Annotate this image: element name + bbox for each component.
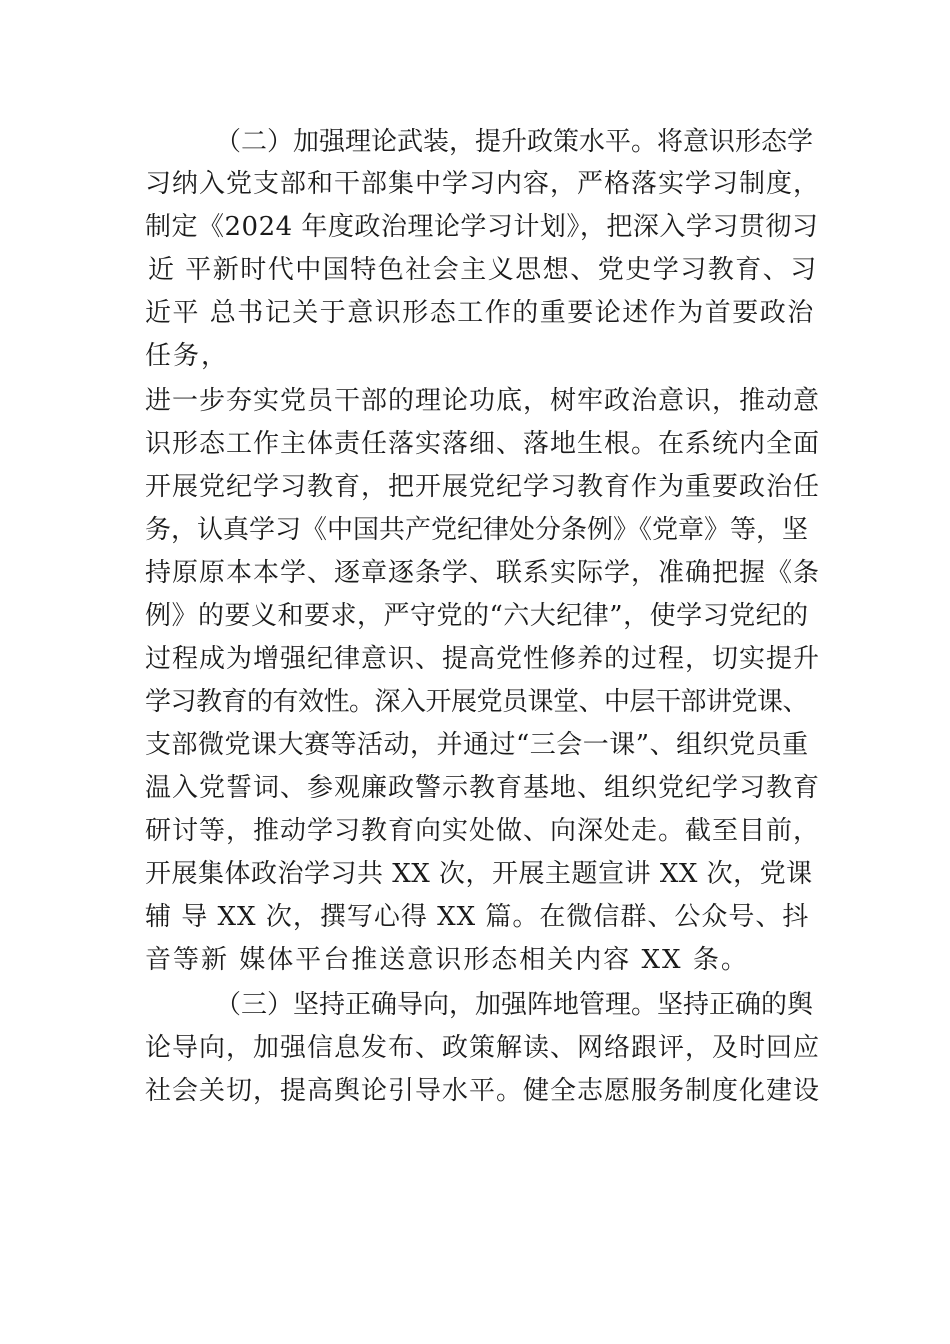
text-line: 制定《2024 年度政治理论学习计划》，把深入学习贯彻习 <box>145 212 819 242</box>
text-line: 开展党纪学习教育，把开展党纪学习教育作为重要政治任 <box>145 472 821 502</box>
text-line: 识形态工作主体责任落实落细、落地生根。在系统内全面 <box>145 429 821 459</box>
text-line: 进一步夯实党员干部的理论功底，树牢政治意识，推动意 <box>145 386 821 416</box>
text-line: 研讨等，推动学习教育向实处做、向深处走。截至目前， <box>145 816 821 846</box>
text-line: 论导向，加强信息发布、政策解读、网络跟评，及时回应 <box>145 1033 821 1063</box>
text-line: 温入党誓词、参观廉政警示教育基地、组织党纪学习教育 <box>145 773 821 803</box>
text-line: 音等新 媒体平台推送意识形态相关内容 XX 条。 <box>145 945 749 975</box>
text-line: （三）坚持正确导向，加强阵地管理。坚持正确的舆 <box>215 990 814 1020</box>
text-line: 例》的要义和要求，严守党的“六大纪律”，使学习党纪的 <box>145 601 809 631</box>
text-line: 学习教育的有效性。深入开展党员课堂、中层干部讲党课、 <box>145 687 809 717</box>
text-line: （二）加强理论武装，提升政策水平。将意识形态学 <box>215 127 814 157</box>
text-line: 辅 导 XX 次，撰写心得 XX 篇。在微信群、公众号、抖 <box>145 902 810 932</box>
text-line: 社会关切，提高舆论引导水平。健全志愿服务制度化建设 <box>145 1076 821 1106</box>
text-line: 务，认真学习《中国共产党纪律处分条例》《党章》等，坚 <box>145 515 809 545</box>
text-line: 支部微党课大赛等活动，并通过“三会一课”、组织党员重 <box>145 730 809 760</box>
text-line: 习纳入党支部和干部集中学习内容，严格落实学习制度， <box>145 169 821 199</box>
text-line: 近平 总书记关于意识形态工作的重要论述作为首要政治 <box>145 298 815 328</box>
text-line: 持原原本本学、逐章逐条学、联系实际学，准确把握《条 <box>145 558 821 588</box>
text-line: 近 平新时代中国特色社会主义思想、党史学习教育、习 <box>148 255 818 285</box>
text-line: 过程成为增强纪律意识、提高党性修养的过程，切实提升 <box>145 644 821 674</box>
text-line: 任务， <box>145 341 230 371</box>
text-line: 开展集体政治学习共 XX 次，开展主题宣讲 XX 次，党课 <box>145 859 813 889</box>
